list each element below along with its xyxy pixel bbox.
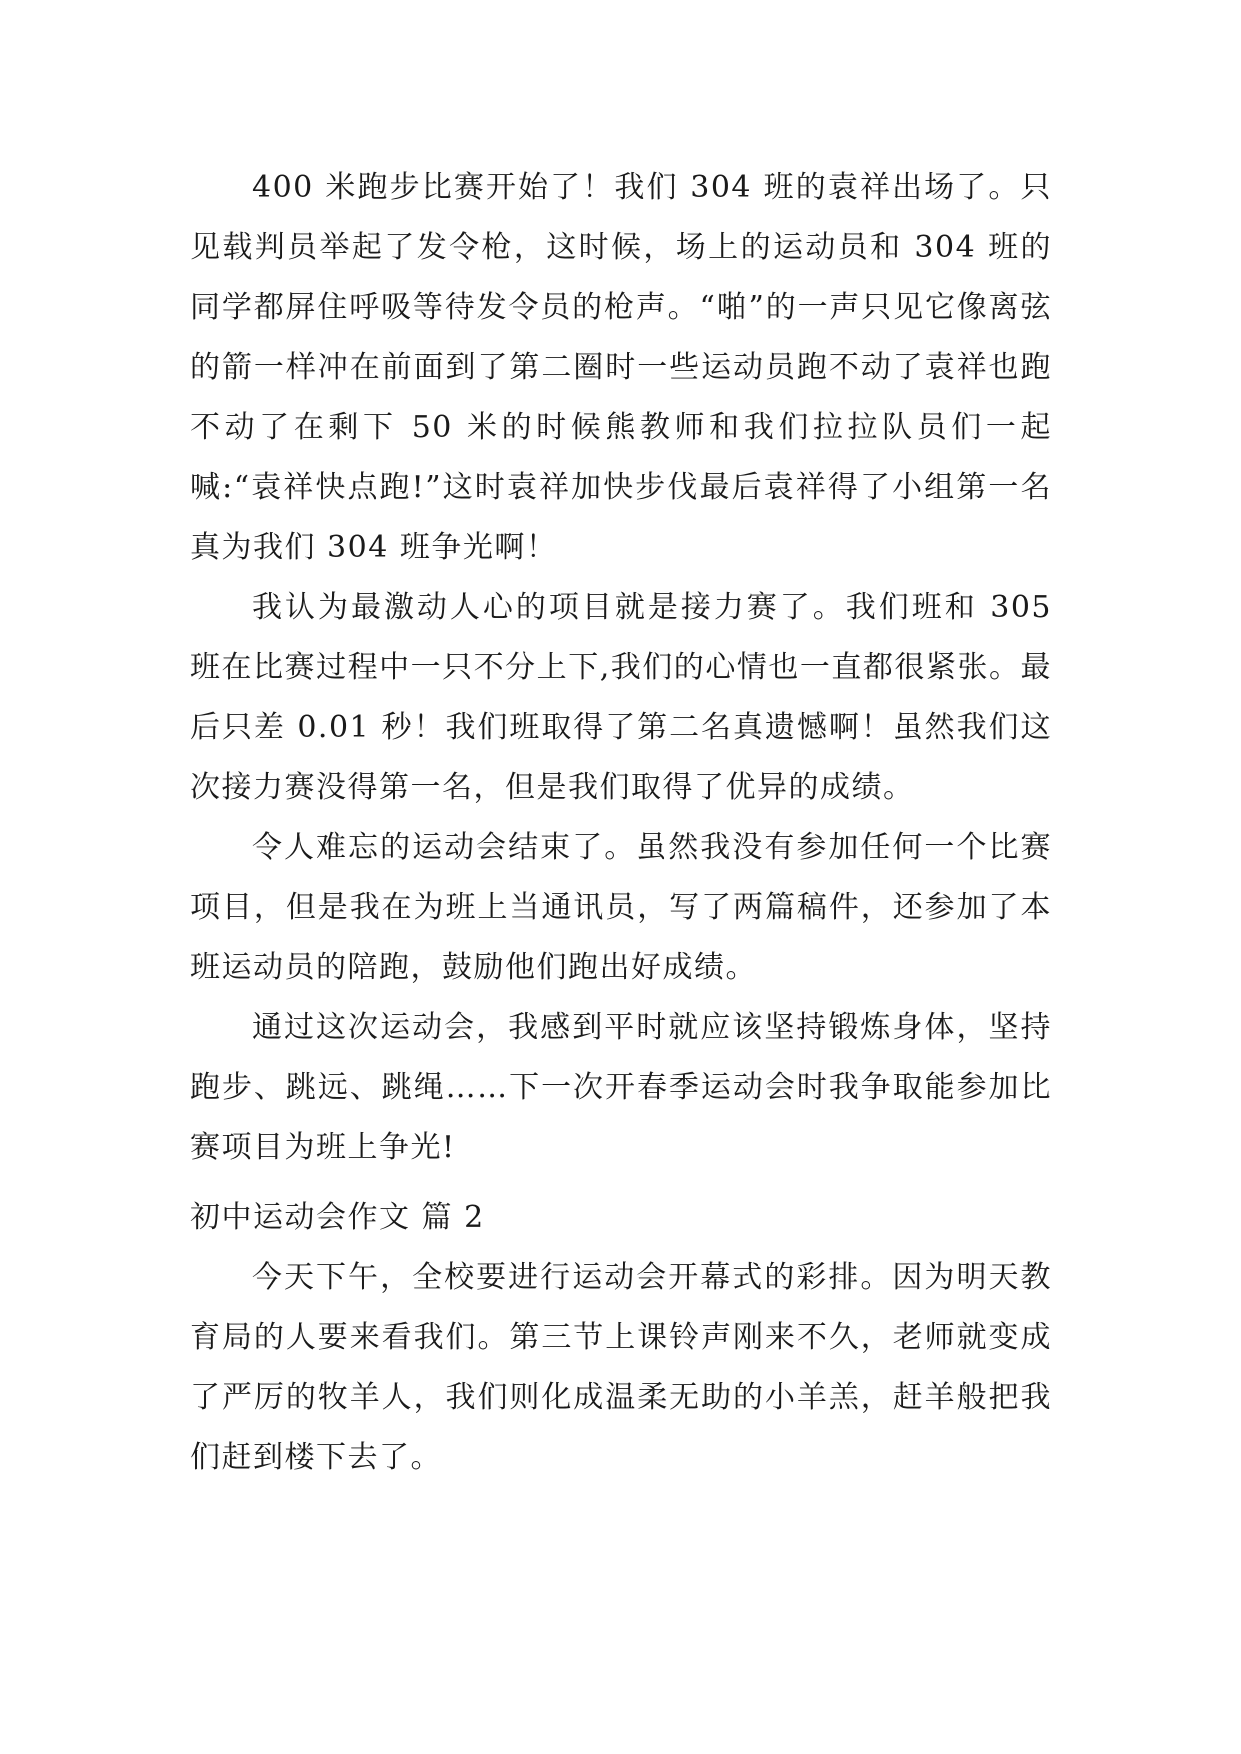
section-2-body bbox=[190, 1248, 1052, 1488]
section-heading: 初中运动会作文 篇 2 bbox=[190, 1200, 485, 1235]
paragraph-conclusion: 通过这次运动会，我感到平时就应该坚持锻炼身体，坚持跑步、跳远、跳绳……下一次开春季运动会时我争取能参加比赛项目为班上争光! bbox=[190, 1010, 1052, 1165]
paragraph-400m-race: 400 米跑步比赛开始了！我们 304 班的袁祥出场了。只见载判员举起了发令枪，这时候，场上的运动员和 304 班的同学都屏住呼吸等待发令员的枪声。“啪”的一声只见它像离弦的箭一样冲在前面到了第二圈时一些运动员跑不动了袁祥也跑不动了在剩下 50 米的时候熊教师和我们拉拉队员们一起喊:“袁祥快点跑!”这时袁祥加快步伐最后袁祥得了小组第一名真为我们 304 班争光啊！ bbox=[190, 170, 1052, 565]
paragraph-rehearsal: 今天下午，全校要进行运动会开幕式的彩排。因为明天教育局的人要来看我们。第三节上课铃声刚来不久，老师就变成了严厉的牧羊人，我们则化成温柔无助的小羊羔，赶羊般把我们赶到楼下去了。 bbox=[190, 1260, 1052, 1475]
paragraph-meet-end: 令人难忘的运动会结束了。虽然我没有参加任何一个比赛项目，但是我在为班上当通讯员，写了两篇稿件，还参加了本班运动员的陪跑，鼓励他们跑出好成绩。 bbox=[190, 830, 1052, 985]
paragraph-relay-race: 我认为最激动人心的项目就是接力赛了。我们班和 305 班在比赛过程中一只不分上下,我们的心情也一直都很紧张。最后只差 0.01 秒！我们班取得了第二名真遗憾啊！虽然我们这次接力赛没得第一名，但是我们取得了优异的成绩。 bbox=[190, 590, 1052, 805]
essay-body bbox=[190, 158, 1052, 1178]
